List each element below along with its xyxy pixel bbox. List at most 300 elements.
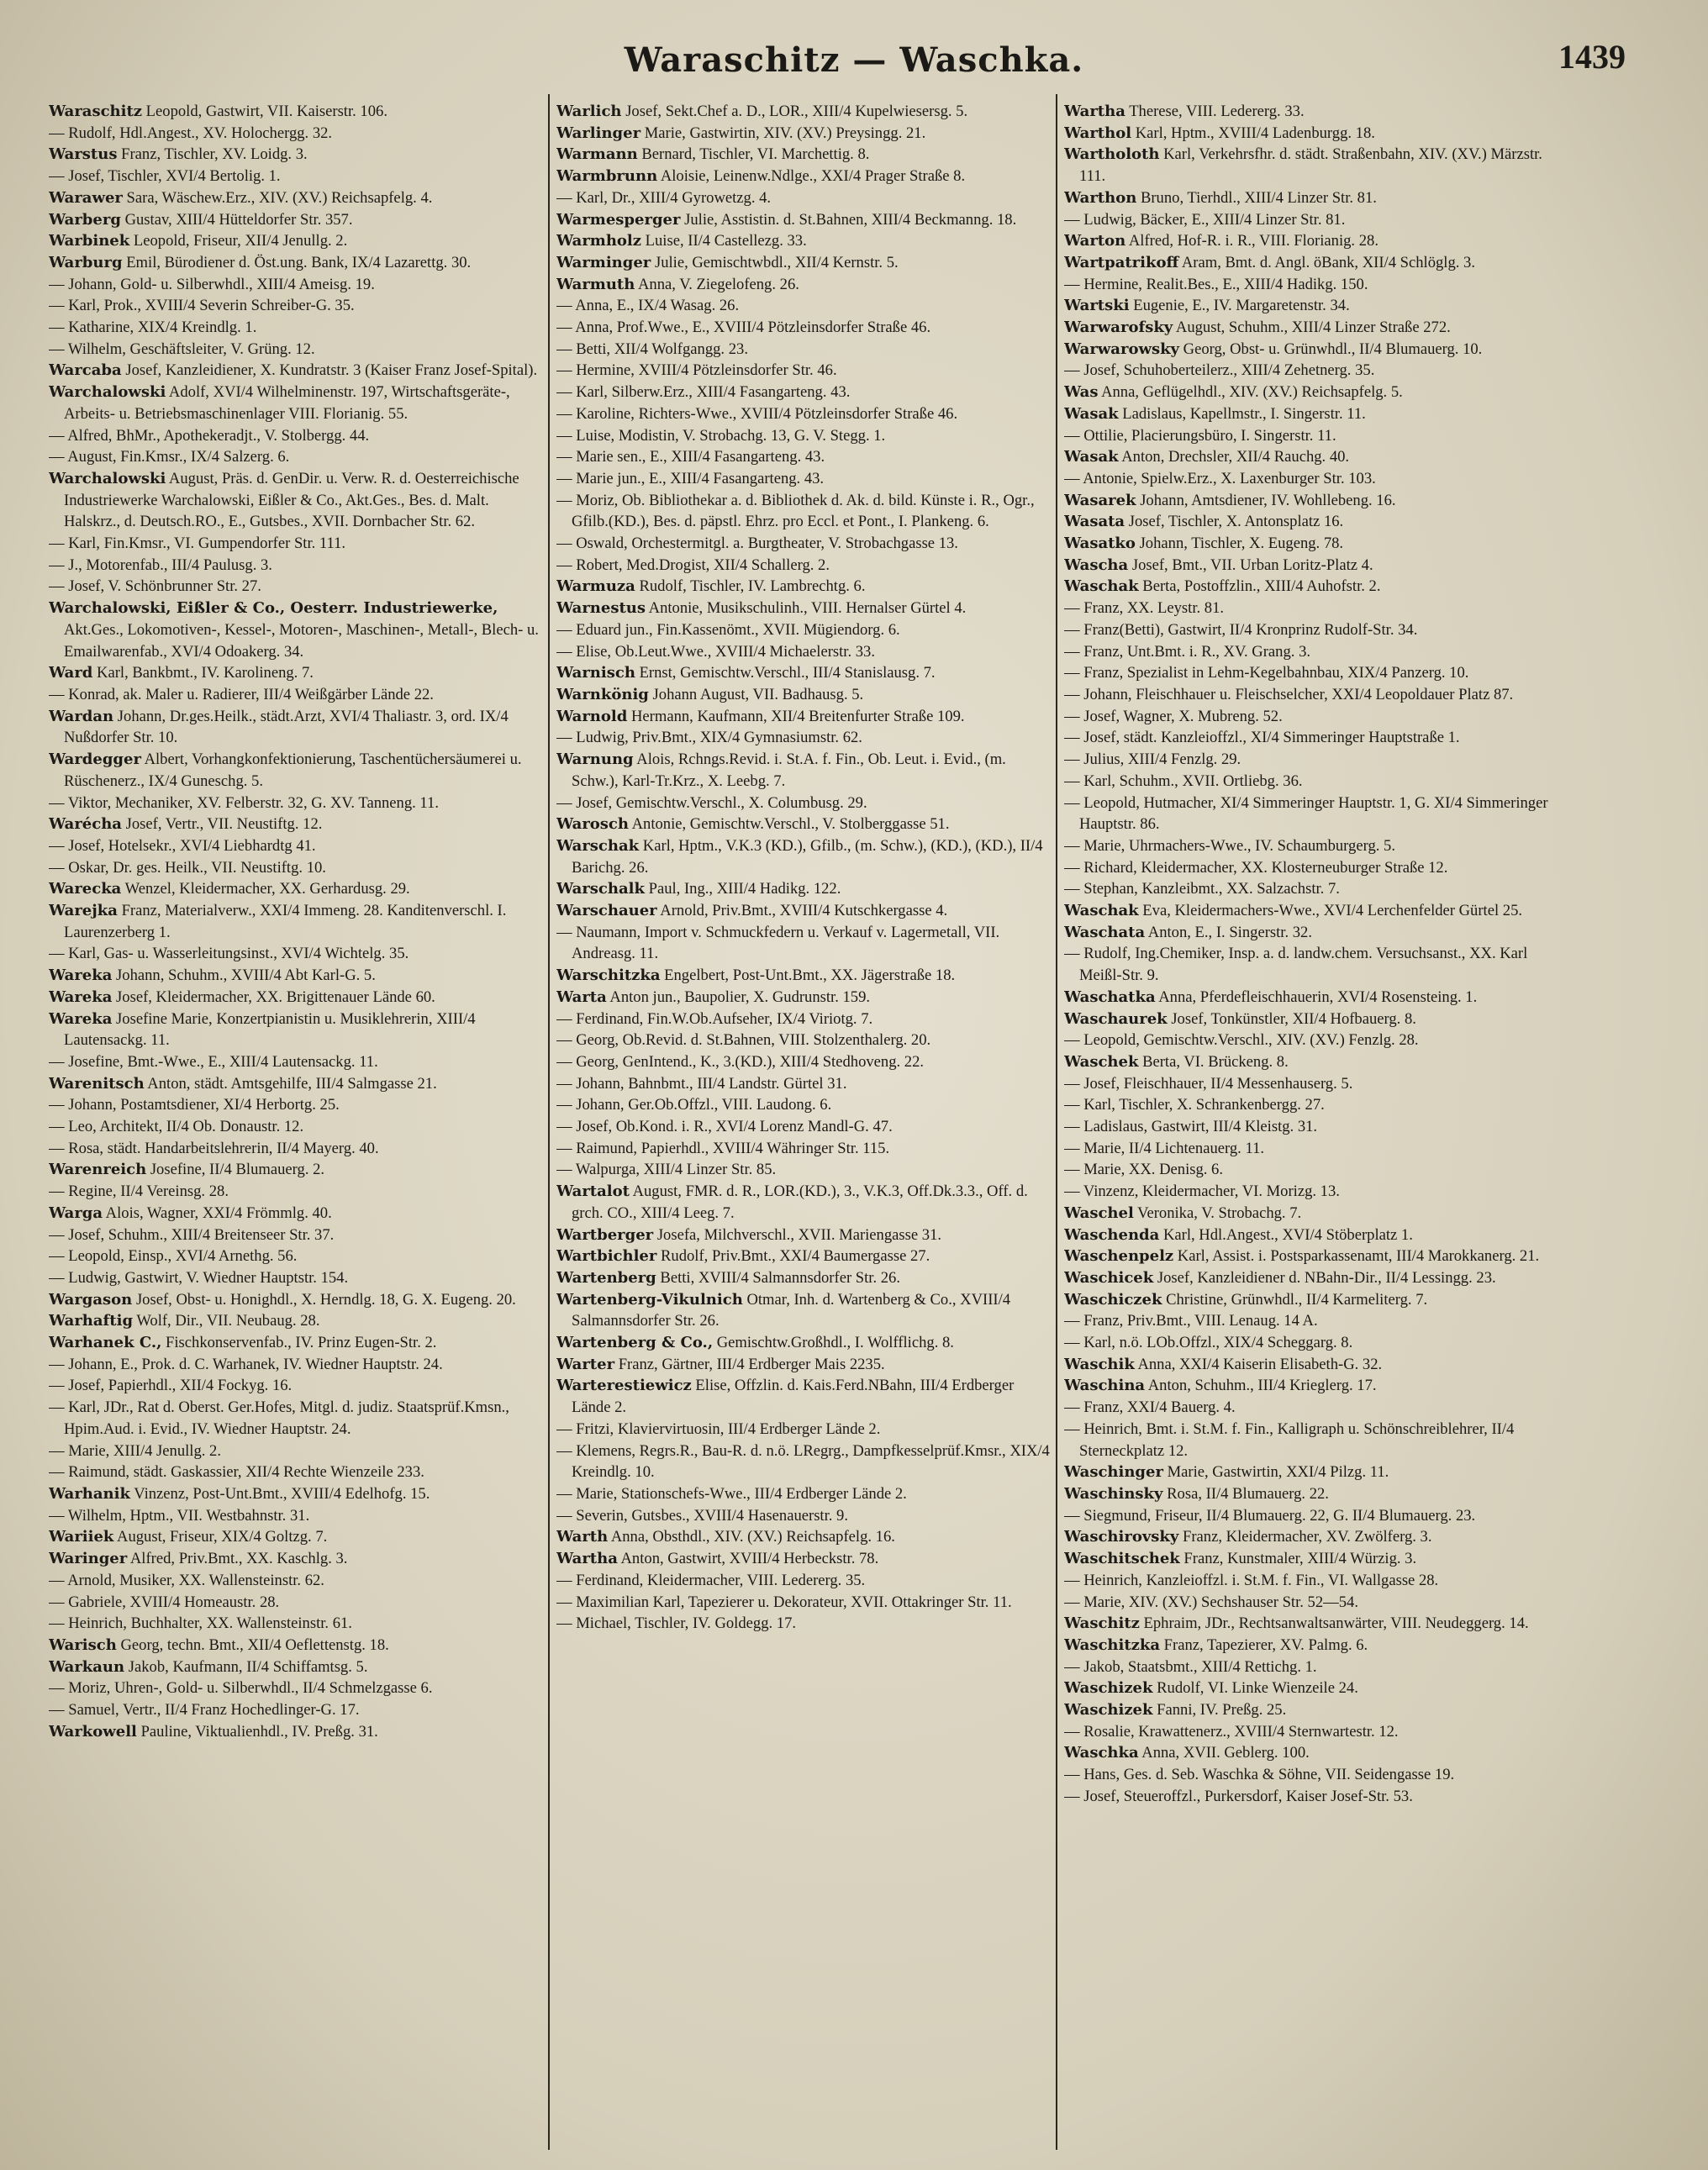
- entry-text: — Heinrich, Bmt. i. St.M. f. Fin., Kalligraph u. Schönschreiblehrer, II/4 Sterneckplatz 12.: [1064, 1419, 1515, 1460]
- directory-entry: [556, 1526, 1054, 1548]
- directory-entry: [1064, 1203, 1562, 1225]
- directory-entry: [556, 878, 1054, 900]
- directory-entry: [49, 576, 546, 598]
- entry-text: — Ladislaus, Gastwirt, III/4 Kleistg. 31.: [1064, 1118, 1318, 1136]
- directory-entry: [49, 1073, 546, 1095]
- directory-entry: [1064, 1526, 1562, 1548]
- entry-text: — Moriz, Uhren-, Gold- u. Silberwhdl., II/4 Schmelzgasse 6.: [49, 1679, 433, 1698]
- entry-surname: Warta: [556, 988, 607, 1006]
- directory-entry: [556, 1570, 1054, 1592]
- entry-surname: Wardegger: [49, 751, 141, 769]
- entry-surname: Waschinsky: [1064, 1485, 1163, 1503]
- directory-entry: [49, 1721, 546, 1743]
- directory-entry: [1064, 1225, 1562, 1246]
- entry-text: Anton, E., I. Singerstr. 32.: [1147, 923, 1312, 941]
- directory-entry: [556, 144, 1054, 166]
- entry-surname: Warejka: [49, 902, 118, 920]
- directory-entry: [49, 1397, 546, 1440]
- entry-text: — Leopold, Gemischtw.Verschl., XIV. (XV.) Fenzlg. 28.: [1064, 1031, 1419, 1050]
- directory-entry: [556, 425, 1054, 447]
- directory-entry: [556, 576, 1054, 598]
- entry-surname: Warlinger: [556, 124, 641, 142]
- entry-surname: Warkaun: [49, 1657, 125, 1676]
- directory-entry: [1064, 1483, 1562, 1505]
- entry-text: — Katharine, XIX/4 Kreindlg. 1.: [49, 319, 257, 337]
- entry-text: — Ludwig, Gastwirt, V. Wiedner Hauptstr. 154.: [49, 1268, 349, 1287]
- entry-text: — Rosalie, Krawattenerz., XVIII/4 Sternwartestr. 12.: [1064, 1722, 1399, 1741]
- directory-entry: [556, 727, 1054, 749]
- entry-surname: Warlich: [556, 103, 622, 120]
- entry-text: Gustav, XIII/4 Hütteldorfer Str. 357.: [124, 210, 353, 229]
- directory-entry: [49, 1613, 546, 1635]
- directory-entry: [556, 1419, 1054, 1441]
- entry-text: Josef, Kanzleidiener, X. Kundratstr. 3 (Kaiser Franz Josef-Spital).: [125, 361, 538, 380]
- directory-entry: [1064, 987, 1562, 1009]
- entry-surname: Wartha: [1064, 103, 1125, 120]
- entry-text: Anton, Gastwirt, XVIII/4 Herbeckstr. 78.: [620, 1550, 879, 1568]
- entry-text: Fischkonservenfab., IV. Prinz Eugen-Str. 2.: [166, 1334, 437, 1352]
- entry-text: Adolf, XVI/4 Wilhelminenstr. 197, Wirtschaftsgeräte-, Arbeits- u. Betriebsmaschinenlager VIII. Florianig. 55.: [64, 383, 510, 423]
- entry-text: Franz, Materialverw., XXI/4 Immeng. 28. Kanditenverschl. I. Laurenzerberg 1.: [64, 902, 507, 941]
- entry-text: — Samuel, Vertr., II/4 Franz Hochedlinger-G. 17.: [49, 1701, 360, 1720]
- entry-surname: Warcaba: [49, 361, 122, 380]
- entry-text: Betti, XVIII/4 Salmannsdorfer Str. 26.: [660, 1268, 901, 1287]
- entry-surname: Warchalowski: [49, 383, 166, 402]
- entry-text: Anna, XXI/4 Kaiserin Elisabeth-G. 32.: [1137, 1355, 1383, 1373]
- entry-surname: Warchalowski, Eißler & Co., Oesterr. Industriewerke,: [49, 599, 498, 618]
- entry-surname: Wardan: [49, 707, 114, 725]
- entry-text: Engelbert, Post-Unt.Bmt., XX. Jägerstraße 18.: [664, 966, 956, 985]
- entry-surname: Wargason: [49, 1290, 133, 1309]
- directory-entry: [556, 1613, 1054, 1635]
- directory-entry: [1064, 1310, 1562, 1332]
- directory-entry: [49, 814, 546, 835]
- directory-entry: [556, 1332, 1054, 1354]
- entry-text: — Michael, Tischler, IV. Goldegg. 17.: [556, 1614, 797, 1633]
- directory-entry: [1064, 1699, 1562, 1721]
- entry-text: Otmar, Inh. d. Wartenberg & Co., XVIII/4 Salmannsdorfer Str. 26.: [572, 1290, 1011, 1330]
- directory-entry: [1064, 446, 1562, 468]
- directory-entry: [556, 1267, 1054, 1289]
- entry-text: — Franz, Spezialist in Lehm-Kegelbahnbau, XIX/4 Panzerg. 10.: [1064, 664, 1469, 682]
- entry-text: — Karl, Fin.Kmsr., VI. Gumpendorfer Str. 111.: [49, 535, 346, 553]
- entry-text: Josef, Tischler, X. Antonsplatz 16.: [1128, 513, 1344, 531]
- entry-text: — Konrad, ak. Maler u. Radierer, III/4 Weißgärber Lände 22.: [49, 685, 434, 703]
- entry-text: Franz, Tapezierer, XV. Palmg. 6.: [1163, 1635, 1368, 1654]
- entry-text: — Josef, Steueroffzl., Purkersdorf, Kaiser Josef-Str. 53.: [1064, 1787, 1413, 1805]
- entry-text: — Leo, Architekt, II/4 Ob. Donaustr. 12.: [49, 1118, 304, 1136]
- entry-text: — Ludwig, Priv.Bmt., XIX/4 Gymnasiumstr. 62.: [556, 729, 862, 747]
- entry-surname: Warhanek C.,: [49, 1334, 162, 1352]
- entry-surname: Warterestiewicz: [556, 1377, 692, 1395]
- entry-text: Anton, städt. Amtsgehilfe, III/4 Salmgasse 21.: [147, 1074, 437, 1093]
- entry-text: — Leopold, Einsp., XVI/4 Arnethg. 56.: [49, 1247, 298, 1266]
- entry-surname: Waschek: [1064, 1052, 1139, 1071]
- directory-entry: [1064, 943, 1562, 986]
- directory-entry: [49, 1462, 546, 1483]
- directory-entry: [1064, 101, 1562, 123]
- entry-text: Rudolf, Priv.Bmt., XXI/4 Baumergasse 27.: [661, 1247, 930, 1266]
- entry-text: Karl, Hdl.Angest., XVI/4 Stöberplatz 1.: [1162, 1225, 1413, 1244]
- directory-entry: [1064, 1548, 1562, 1570]
- entry-text: — Johann, Postamtsdiener, XI/4 Herbortg. 25.: [49, 1096, 340, 1114]
- entry-surname: Warosch: [556, 815, 629, 834]
- directory-entry: [49, 274, 546, 296]
- entry-text: — Rudolf, Ing.Chemiker, Insp. a. d. landw.chem. Versuchsanst., XX. Karl Meißl-Str. 9.: [1064, 945, 1528, 985]
- entry-surname: Wartalot: [556, 1182, 630, 1201]
- entry-text: — Richard, Kleidermacher, XX. Klosterneuburger Straße 12.: [1064, 858, 1448, 877]
- entry-text: — August, Fin.Kmsr., IX/4 Salzerg. 6.: [49, 448, 290, 466]
- entry-surname: Warchalowski: [49, 469, 166, 487]
- entry-text: — Viktor, Mechaniker, XV. Felberstr. 32, G. XV. Tanneng. 11.: [49, 793, 439, 812]
- entry-surname: Waschina: [1064, 1377, 1146, 1395]
- entry-text: — Marie sen., E., XIII/4 Fasangarteng. 43.: [556, 448, 825, 466]
- entry-text: — Elise, Ob.Leut.Wwe., XVIII/4 Michaelerstr. 33.: [556, 642, 876, 661]
- directory-entry: [556, 555, 1054, 577]
- entry-text: — Josef, städt. Kanzleioffzl., XI/4 Simmeringer Hauptstraße 1.: [1064, 729, 1460, 747]
- entry-surname: Warhaftig: [49, 1312, 134, 1330]
- entry-surname: Warawer: [49, 188, 123, 207]
- entry-surname: Ward: [49, 664, 93, 682]
- directory-entry: [1064, 1656, 1562, 1678]
- entry-text: Georg, Obst- u. Grünwhdl., II/4 Blumauerg. 10.: [1183, 340, 1483, 358]
- entry-text: Wenzel, Kleidermacher, XX. Gerhardusg. 29.: [124, 880, 410, 898]
- entry-text: — Josef, Wagner, X. Mubreng. 52.: [1064, 707, 1283, 725]
- directory-entry: [49, 425, 546, 447]
- directory-entry: [1064, 1009, 1562, 1030]
- directory-entry: [49, 987, 546, 1009]
- entry-text: Aram, Bmt. d. Angl. öBank, XII/4 Schlöglg. 3.: [1181, 253, 1476, 271]
- directory-entry: [556, 1009, 1054, 1030]
- directory-entry: [49, 144, 546, 166]
- directory-entry: [49, 749, 546, 792]
- entry-text: Vinzenz, Post-Unt.Bmt., XVIII/4 Edelhofg. 15.: [134, 1485, 430, 1503]
- entry-text: Leopold, Friseur, XII/4 Jenullg. 2.: [133, 232, 348, 250]
- entry-text: — Anna, E., IX/4 Wasag. 26.: [556, 297, 740, 315]
- entry-text: — Karl, Gas- u. Wasserleitungsinst., XVI/4 Wichtelg. 35.: [49, 945, 409, 963]
- directory-entry: [49, 1526, 546, 1548]
- entry-text: — Georg, Ob.Revid. d. St.Bahnen, VIII. Stolzenthalerg. 20.: [556, 1031, 931, 1050]
- entry-surname: Warth: [556, 1528, 609, 1546]
- directory-entry: [49, 1548, 546, 1570]
- directory-entry: [1064, 900, 1562, 922]
- entry-surname: Warécha: [49, 815, 122, 834]
- entry-text: — Johann, Gold- u. Silberwhdl., XIII/4 Ameisg. 19.: [49, 275, 375, 293]
- entry-surname: Wareka: [49, 1009, 113, 1028]
- entry-text: Bruno, Tierhdl., XIII/4 Linzer Str. 81.: [1140, 188, 1377, 207]
- entry-text: Josef, Kanzleidiener d. NBahn-Dir., II/4 Lessingg. 23.: [1157, 1268, 1496, 1287]
- directory-entry: [1064, 1505, 1562, 1527]
- entry-text: — Karl, Dr., XIII/4 Gyrowetzg. 4.: [556, 188, 772, 207]
- directory-entry: [1064, 1375, 1562, 1397]
- directory-entry: [556, 101, 1054, 123]
- entry-surname: Warberg: [49, 210, 121, 229]
- entry-surname: Wareka: [49, 966, 113, 985]
- directory-entry: [49, 1267, 546, 1289]
- entry-text: Sara, Wäschew.Erz., XIV. (XV.) Reichsapfelg. 4.: [126, 188, 433, 207]
- directory-entry: [1064, 187, 1562, 209]
- entry-text: Josef, Tonkünstler, XII/4 Hofbauerg. 8.: [1171, 1009, 1416, 1028]
- entry-surname: Waschata: [1064, 923, 1146, 941]
- directory-entry: [49, 1656, 546, 1678]
- directory-entry: [1064, 878, 1562, 900]
- entry-text: — Arnold, Musiker, XX. Wallensteinstr. 62.: [49, 1571, 324, 1589]
- entry-text: — Josef, V. Schönbrunner Str. 27.: [49, 577, 261, 596]
- directory-entry: [556, 684, 1054, 706]
- directory-entry: [1064, 576, 1562, 598]
- entry-surname: Waschinger: [1064, 1463, 1163, 1482]
- entry-text: Alfred, Priv.Bmt., XX. Kaschlg. 3.: [129, 1550, 348, 1568]
- entry-text: — Stephan, Kanzleibmt., XX. Salzachstr. 7.: [1064, 880, 1340, 898]
- directory-entry: [1064, 1051, 1562, 1073]
- entry-surname: Wasatko: [1064, 535, 1136, 553]
- entry-surname: Warmholz: [556, 232, 641, 250]
- entry-text: — Oswald, Orchestermitgl. a. Burgtheater, V. Strobachgasse 13.: [556, 535, 958, 553]
- entry-text: — Franz, Unt.Bmt. i. R., XV. Grang. 3.: [1064, 642, 1311, 661]
- entry-text: Alois, Wagner, XXI/4 Frömmlg. 40.: [105, 1204, 332, 1222]
- directory-entry: [556, 1441, 1054, 1483]
- entry-text: — Vinzenz, Kleidermacher, VI. Morizg. 13.: [1064, 1182, 1340, 1201]
- directory-entry: [556, 1246, 1054, 1267]
- directory-entry: [1064, 533, 1562, 555]
- directory-entry: [556, 900, 1054, 922]
- entry-text: Eugenie, E., IV. Margaretenstr. 34.: [1133, 297, 1350, 315]
- directory-entry: [49, 101, 546, 123]
- entry-text: Antonie, Gemischtw.Verschl., V. Stolberggasse 51.: [631, 815, 950, 834]
- entry-text: Franz, Kunstmaler, XIII/4 Würzig. 3.: [1183, 1550, 1417, 1568]
- entry-text: Aloisie, Leinenw.Ndlge., XXI/4 Prager Straße 8.: [660, 167, 966, 186]
- entry-text: Karl, Bankbmt., IV. Karolineng. 7.: [97, 664, 314, 682]
- directory-entry: [1064, 1138, 1562, 1160]
- directory-entry: [49, 1203, 546, 1225]
- entry-text: Ladislaus, Kapellmstr., I. Singerstr. 11.: [1122, 404, 1366, 423]
- directory-entry: [1064, 684, 1562, 706]
- directory-entry: [556, 1375, 1054, 1418]
- column-divider: [1056, 94, 1057, 2150]
- entry-text: — Siegmund, Friseur, II/4 Blumauerg. 22, G. II/4 Blumauerg. 23.: [1064, 1506, 1476, 1525]
- entry-text: Johann, Schuhm., XVIII/4 Abt Karl-G. 5.: [116, 966, 376, 985]
- entry-text: Josef, Obst- u. Honighdl., X. Herndlg. 18, G. X. Eugeng. 20.: [135, 1290, 516, 1309]
- directory-entry: [1064, 1462, 1562, 1483]
- entry-text: Pauline, Viktualienhdl., IV. Preßg. 31.: [140, 1722, 378, 1741]
- entry-text: — Ludwig, Bäcker, E., XIII/4 Linzer Str. 81.: [1064, 210, 1346, 229]
- entry-text: — Johann, Fleischhauer u. Fleischselcher, XXI/4 Leopoldauer Platz 87.: [1064, 685, 1514, 703]
- directory-entry: [556, 187, 1054, 209]
- entry-surname: Wartenberg: [556, 1268, 656, 1287]
- directory-entry: [49, 446, 546, 468]
- column-2: [556, 101, 1054, 2152]
- entry-text: Anna, Geflügelhdl., XIV. (XV.) Reichsapfelg. 5.: [1101, 383, 1403, 402]
- entry-surname: Warnisch: [556, 664, 635, 682]
- entry-text: — Hermine, XVIII/4 Pötzleinsdorfer Str. 46.: [556, 361, 837, 380]
- entry-text: Anna, Pferdefleischhauerin, XVI/4 Rosensteing. 1.: [1158, 988, 1478, 1006]
- entry-text: Akt.Ges., Lokomotiven-, Kessel-, Motoren-, Maschinen-, Metall-, Blech- u. Emailwarenfab., XVI/4 Odoakerg. 34.: [64, 620, 539, 661]
- entry-surname: Warnold: [556, 707, 628, 725]
- directory-entry: [1064, 1246, 1562, 1267]
- directory-entry: [1064, 1764, 1562, 1786]
- directory-entry: [49, 252, 546, 274]
- directory-entry: [1064, 1159, 1562, 1181]
- entry-text: Johann, Dr.ges.Heilk., städt.Arzt, XVI/4 Thaliastr. 3, ord. IX/4 Nußdorfer Str. 10.: [64, 707, 509, 747]
- entry-text: — Jakob, Staatsbmt., XIII/4 Rettichg. 1.: [1064, 1657, 1317, 1676]
- entry-text: — Josefine, Bmt.-Wwe., E., XIII/4 Lautensackg. 11.: [49, 1052, 378, 1071]
- entry-surname: Wasarek: [1064, 491, 1136, 509]
- entry-text: Wolf, Dir., VII. Neubaug. 28.: [136, 1312, 320, 1330]
- directory-entry: [49, 317, 546, 339]
- entry-text: August, FMR. d. R., LOR.(KD.), 3., V.K.3, Off.Dk.3.3., Off. d. grch. CO., XIII/4 Leeg. 7.: [572, 1182, 1028, 1222]
- entry-text: — Marie, Stationschefs-Wwe., III/4 Erdberger Lände 2.: [556, 1485, 907, 1503]
- directory-entry: [49, 1159, 546, 1181]
- directory-entry: [556, 1289, 1054, 1332]
- entry-text: — Raimund, städt. Gaskassier, XII/4 Rechte Wienzeile 233.: [49, 1463, 424, 1482]
- directory-entry: [1064, 1419, 1562, 1462]
- entry-text: — Moriz, Ob. Bibliothekar a. d. Bibliothek d. Ak. d. bild. Künste i. R., Ogr., Gfilb.(KD.), Bes. d. päpstl. Ehrz. pro Eccl. et Pont., I. Plankeng. 6.: [556, 491, 1035, 531]
- directory-entry: [556, 1181, 1054, 1224]
- entry-text: Johann, Tischler, X. Eugeng. 78.: [1139, 535, 1344, 553]
- directory-entry: [49, 1592, 546, 1614]
- directory-entry: [49, 1505, 546, 1527]
- entry-text: — Josef, Ob.Kond. i. R., XVI/4 Lorenz Mandl-G. 47.: [556, 1118, 893, 1136]
- entry-surname: Wartberger: [556, 1225, 654, 1244]
- entry-surname: Wartbichler: [556, 1247, 657, 1266]
- entry-surname: Warschitzka: [556, 966, 661, 985]
- directory-entry: [49, 662, 546, 684]
- directory-entry: [556, 468, 1054, 490]
- entry-surname: Wartenberg-Vikulnich: [556, 1290, 743, 1309]
- directory-entry: [49, 533, 546, 555]
- directory-entry: [49, 1375, 546, 1397]
- directory-entry: [556, 1094, 1054, 1116]
- entry-text: — Regine, II/4 Vereinsg. 28.: [49, 1182, 229, 1201]
- entry-text: — J., Motorenfab., III/4 Paulusg. 3.: [49, 556, 272, 574]
- entry-surname: Waschak: [1064, 902, 1139, 920]
- entry-surname: Warthol: [1064, 124, 1132, 142]
- entry-surname: Wartenberg & Co.,: [556, 1334, 714, 1352]
- entry-surname: Warwarowsky: [1064, 340, 1180, 358]
- directory-entry: [1064, 641, 1562, 663]
- directory-entry: [49, 1635, 546, 1656]
- directory-entry: [1064, 1742, 1562, 1764]
- entry-text: Bernard, Tischler, VI. Marchettig. 8.: [641, 145, 870, 164]
- entry-text: Elise, Offzlin. d. Kais.Ferd.NBahn, III/4 Erdberger Lände 2.: [572, 1377, 1015, 1417]
- entry-surname: Warkowell: [49, 1722, 137, 1741]
- entry-text: Gemischtw.Großhdl., I. Wolfflichg. 8.: [716, 1334, 954, 1352]
- directory-entry: [49, 943, 546, 965]
- directory-entry: [556, 166, 1054, 187]
- directory-entry: [49, 1289, 546, 1311]
- entry-text: Karl, Verkehrsfhr. d. städt. Straßenbahn, XIV. (XV.) Märzstr. 111.: [1079, 145, 1542, 186]
- directory-entry: [1064, 1678, 1562, 1699]
- entry-text: — Severin, Gutsbes., XVIII/4 Hasenauerstr. 9.: [556, 1506, 849, 1525]
- directory-entry: [1064, 1073, 1562, 1095]
- directory-entry: [556, 835, 1054, 878]
- directory-entry: [556, 1051, 1054, 1073]
- directory-entry: [1064, 317, 1562, 339]
- directory-entry: [556, 533, 1054, 555]
- entry-text: — Walpurga, XIII/4 Linzer Str. 85.: [556, 1161, 777, 1179]
- directory-entry: [49, 1483, 546, 1505]
- directory-entry: [1064, 511, 1562, 533]
- directory-entry: [556, 1138, 1054, 1160]
- entry-surname: Warschak: [556, 836, 640, 855]
- entry-text: Ephraim, JDr., Rechtsanwaltsanwärter, VIII. Neudeggerg. 14.: [1143, 1614, 1529, 1633]
- directory-entry: [49, 878, 546, 900]
- entry-text: — Robert, Med.Drogist, XII/4 Schallerg. 2.: [556, 556, 830, 574]
- entry-text: Marie, Gastwirtin, XXI/4 Pilzg. 11.: [1167, 1463, 1389, 1482]
- directory-entry: [1064, 1332, 1562, 1354]
- directory-entry: [1064, 295, 1562, 317]
- column-3: [1064, 101, 1562, 2152]
- entry-text: Therese, VIII. Ledererg. 33.: [1129, 103, 1305, 120]
- directory-entry: [1064, 1030, 1562, 1051]
- entry-text: Anton, Schuhm., III/4 Krieglerg. 17.: [1147, 1377, 1377, 1395]
- entry-text: August, Präs. d. GenDir. u. Verw. R. d. Oesterreichische Industriewerke Warchalowski, Eißler & Co., Akt.Ges., Bes. d. Malt. Halskrz., d. Deutsch.RO., E., Gutsbes., XVII. Dornbacher Str. 62.: [64, 469, 519, 531]
- directory-entry: [556, 1505, 1054, 1527]
- entry-text: — Antonie, Spielw.Erz., X. Laxenburger Str. 103.: [1064, 469, 1376, 487]
- entry-text: Rosa, II/4 Blumauerg. 22.: [1167, 1485, 1329, 1503]
- entry-text: — Karl, Silberw.Erz., XIII/4 Fasangarteng. 43.: [556, 383, 851, 402]
- entry-text: — Josef, Schuhoberteilerz., XIII/4 Zehetnerg. 35.: [1064, 361, 1375, 380]
- directory-entry: [1064, 382, 1562, 403]
- directory-entry: [556, 317, 1054, 339]
- entry-text: — Marie, Uhrmachers-Wwe., IV. Schaumburgerg. 5.: [1064, 836, 1395, 855]
- entry-text: Anna, XVII. Geblerg. 100.: [1141, 1744, 1310, 1762]
- directory-entry: [49, 900, 546, 943]
- directory-entry: [1064, 490, 1562, 512]
- entry-text: — Wilhelm, Geschäftsleiter, V. Grüng. 12.: [49, 340, 315, 358]
- directory-entry: [1064, 403, 1562, 425]
- entry-text: — Naumann, Import v. Schmuckfedern u. Verkauf v. Lagermetall, VII. Andreasg. 11.: [556, 923, 1000, 963]
- entry-text: Veronika, V. Strobachg. 7.: [1137, 1204, 1302, 1222]
- directory-entry: [49, 965, 546, 987]
- entry-text: Rudolf, VI. Linke Wienzeile 24.: [1157, 1679, 1358, 1698]
- directory-entry: [556, 1030, 1054, 1051]
- entry-text: Berta, VI. Brückeng. 8.: [1142, 1052, 1289, 1071]
- entry-text: Julie, Gemischtwbdl., XII/4 Kernstr. 5.: [654, 253, 899, 271]
- entry-text: Johann, Amtsdiener, IV. Wohllebeng. 16.: [1140, 491, 1396, 509]
- directory-entry: [49, 1699, 546, 1721]
- directory-entry: [1064, 1721, 1562, 1743]
- directory-entry: [1064, 425, 1562, 447]
- entry-surname: Wariiek: [49, 1528, 114, 1546]
- directory-entry: [556, 446, 1054, 468]
- entry-surname: Waschik: [1064, 1355, 1135, 1373]
- directory-entry: [49, 857, 546, 879]
- entry-surname: Waschka: [1064, 1744, 1139, 1762]
- entry-surname: Warmesperger: [556, 210, 681, 229]
- directory-entry: [1064, 619, 1562, 641]
- directory-entry: [49, 295, 546, 317]
- entry-text: Luise, II/4 Castellezg. 33.: [645, 232, 807, 250]
- directory-entry: [1064, 706, 1562, 728]
- entry-text: Marie, Gastwirtin, XIV. (XV.) Preysingg. 21.: [644, 124, 926, 142]
- entry-surname: Waschizek: [1064, 1701, 1153, 1720]
- entry-surname: Warton: [1064, 232, 1126, 250]
- directory-entry: [1064, 793, 1562, 835]
- entry-surname: Wartha: [556, 1550, 618, 1568]
- directory-entry: [556, 230, 1054, 252]
- entry-surname: Waschenda: [1064, 1225, 1160, 1244]
- entry-text: — Josef, Papierhdl., XII/4 Fockyg. 16.: [49, 1377, 293, 1395]
- entry-text: — Karl, Tischler, X. Schrankenbergg. 27.: [1064, 1096, 1325, 1114]
- entry-text: — Fritzi, Klaviervirtuosin, III/4 Erdberger Lände 2.: [556, 1419, 881, 1438]
- entry-text: — Luise, Modistin, V. Strobachg. 13, G. V. Stegg. 1.: [556, 426, 886, 445]
- directory-entry: [49, 684, 546, 706]
- directory-entry: [556, 339, 1054, 361]
- directory-entry: [49, 1332, 546, 1354]
- entry-text: — Johann, E., Prok. d. C. Warhanek, IV. Wiedner Hauptstr. 24.: [49, 1355, 443, 1373]
- entry-surname: Warminger: [556, 253, 651, 271]
